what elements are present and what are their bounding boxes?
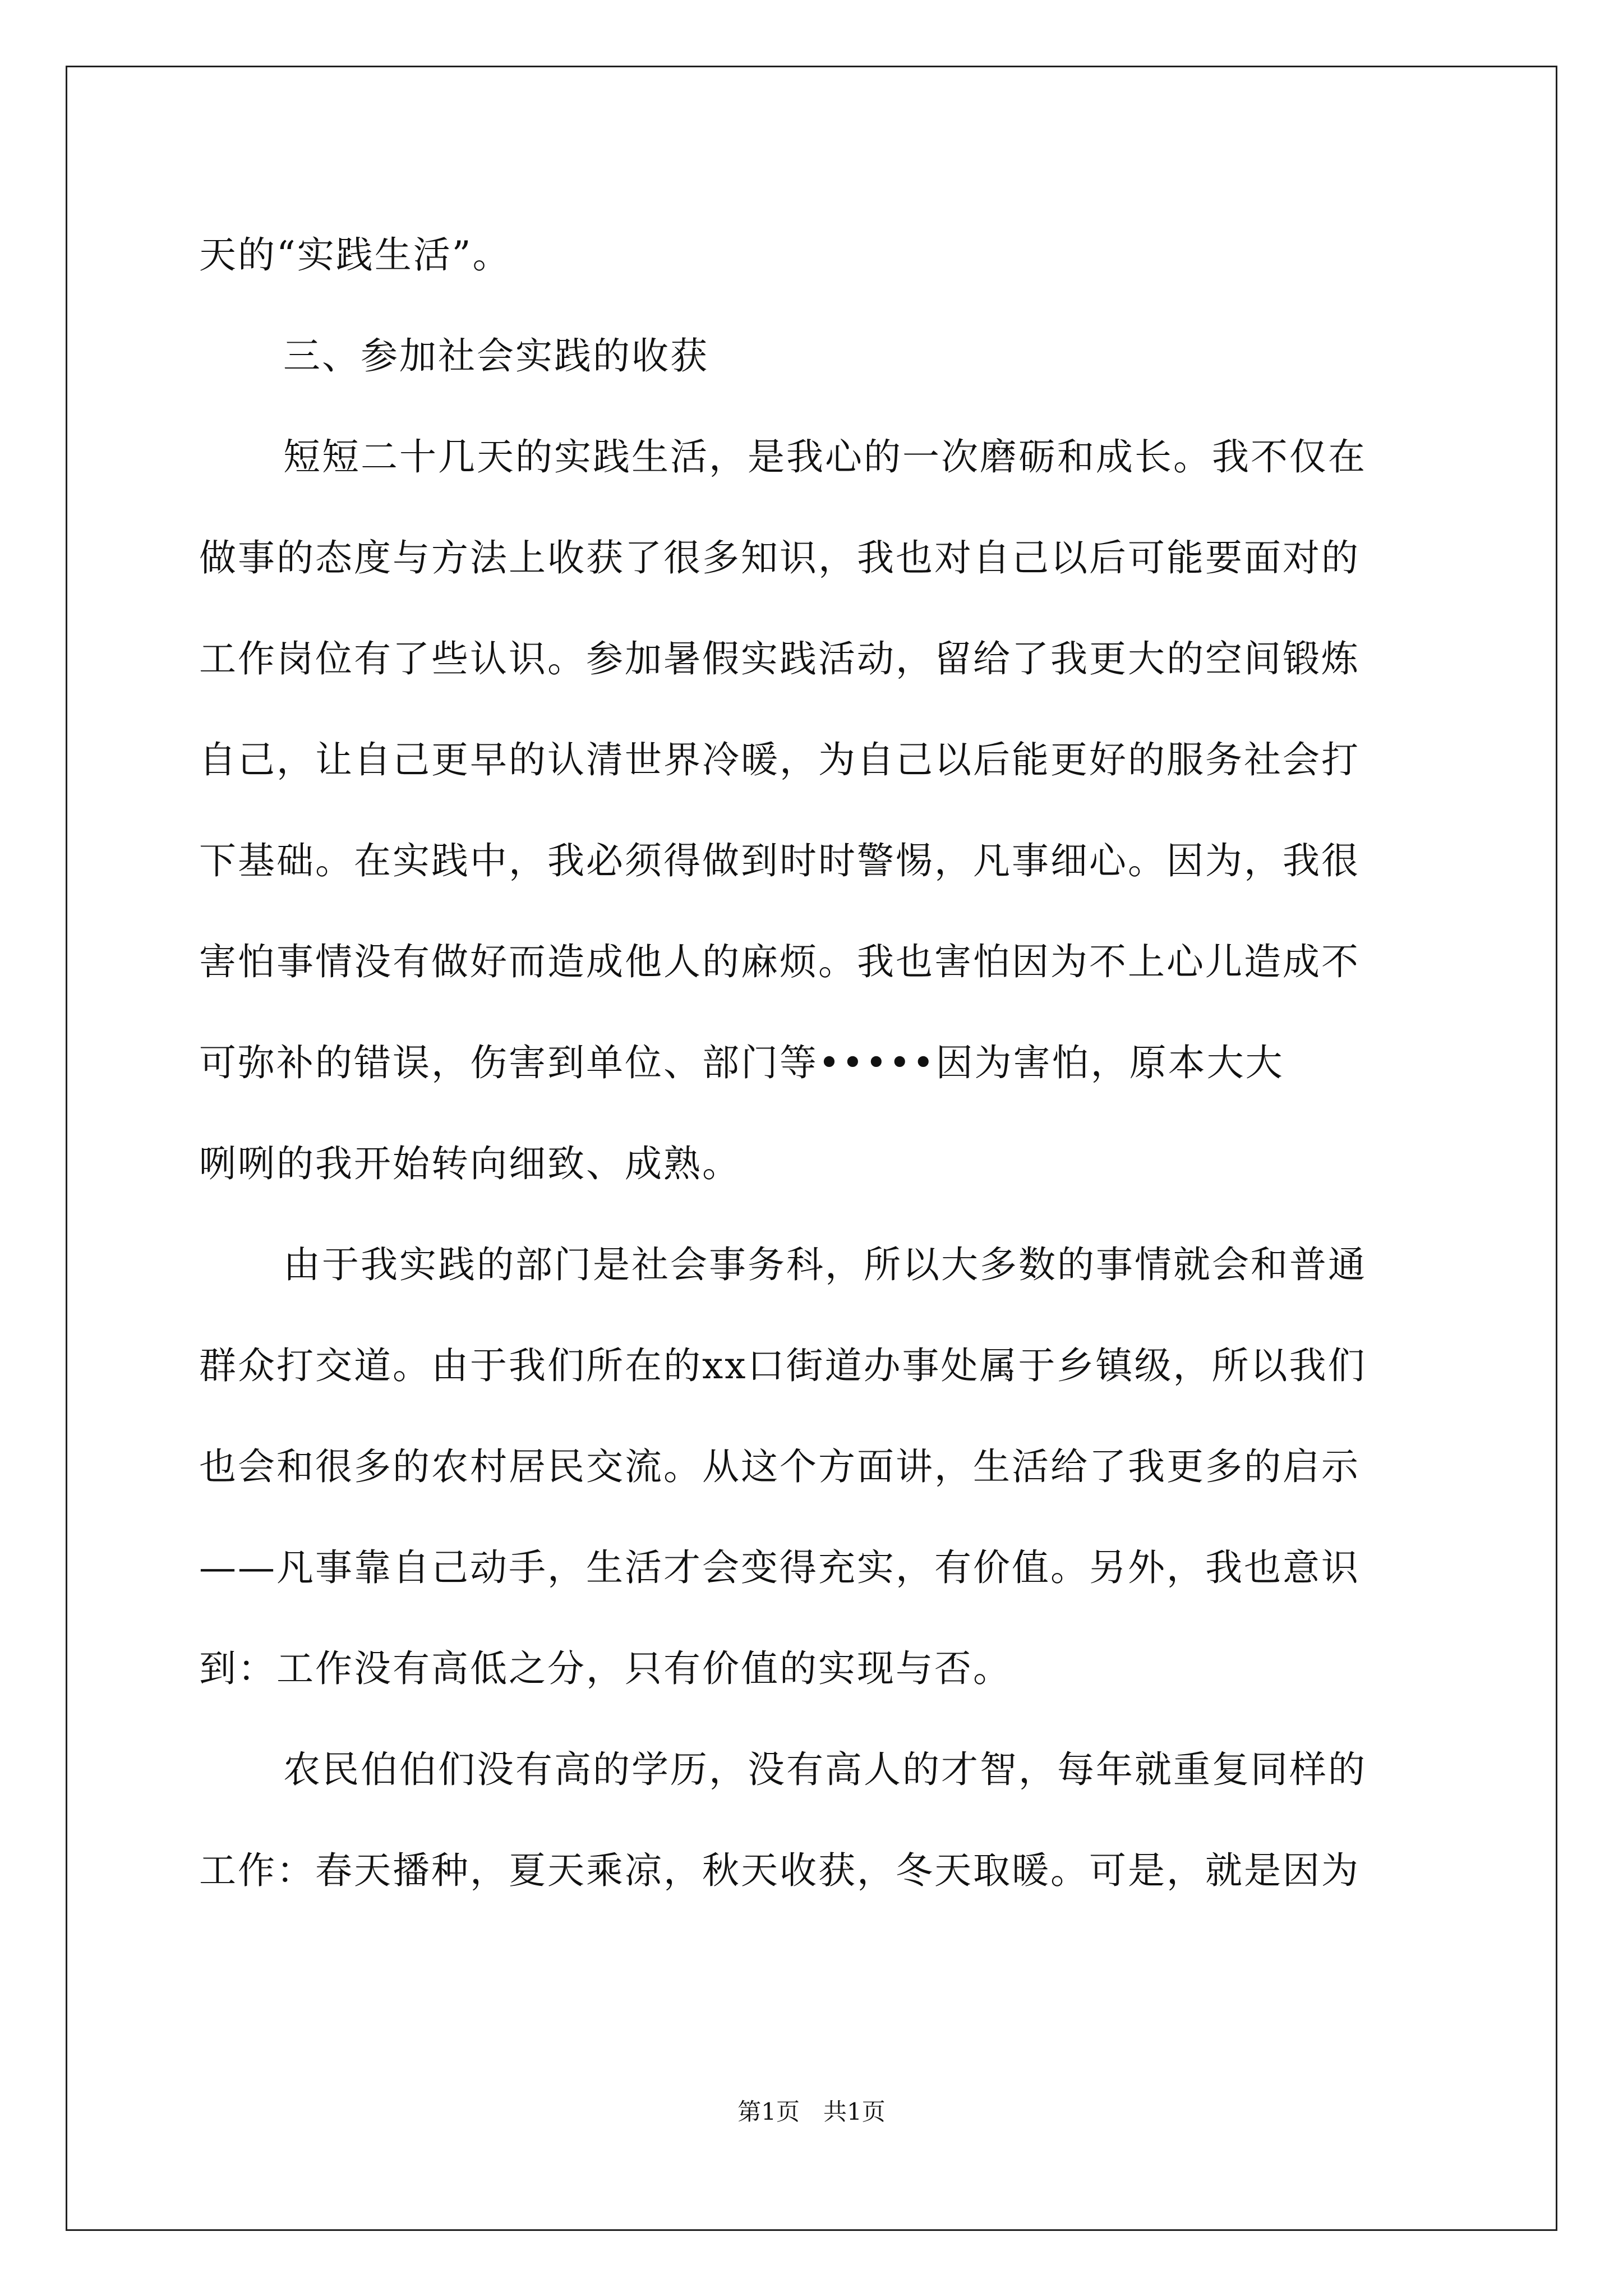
text-line: 工作岗位有了些认识。参加暑假实践活动，留给了我更大的空间锻炼 (199, 637, 1360, 680)
text-line: 天的“实践生活”。 (199, 233, 511, 277)
text-line: 咧咧的我开始转向细致、成熟。 (199, 1142, 741, 1185)
text-line: 可弥补的错误，伤害到单位、部门等•••••因为害怕，原本大大 (199, 1041, 1284, 1084)
text-line: 也会和很多的农村居民交流。从这个方面讲，生活给了我更多的启示 (199, 1445, 1360, 1488)
text-line: 到：工作没有高低之分，只有价值的实现与否。 (199, 1647, 1012, 1690)
text-line: 害怕事情没有做好而造成他人的麻烦。我也害怕因为不上心儿造成不 (199, 940, 1360, 983)
text-line: 工作：春天播种，夏天乘凉，秋天收获，冬天取暖。可是，就是因为 (199, 1849, 1360, 1892)
text-line: 下基础。在实践中，我必须得做到时时警惕，凡事细心。因为，我很 (199, 839, 1360, 882)
text-line: 农民伯伯们没有高的学历，没有高人的才智，每年就重复同样的 (283, 1748, 1367, 1791)
text-line: 群众打交道。由于我们所在的xx口街道办事处属于乡镇级，所以我们 (199, 1344, 1367, 1387)
text-line: ——凡事靠自己动手，生活才会变得充实，有价值。另外，我也意识 (199, 1546, 1360, 1589)
section-heading: 三、参加社会实践的收获 (283, 334, 709, 378)
text-line: 做事的态度与方法上收获了很多知识，我也对自己以后可能要面对的 (199, 536, 1360, 579)
text-line: 自己，让自己更早的认清世界冷暖，为自己以后能更好的服务社会打 (199, 738, 1360, 781)
text-line: 由于我实践的部门是社会事务科，所以大多数的事情就会和普通 (283, 1243, 1367, 1286)
text-line: 短短二十几天的实践生活，是我心的一次磨砺和成长。我不仅在 (283, 435, 1367, 478)
page-footer: 第1页 共1页 (737, 2098, 886, 2125)
